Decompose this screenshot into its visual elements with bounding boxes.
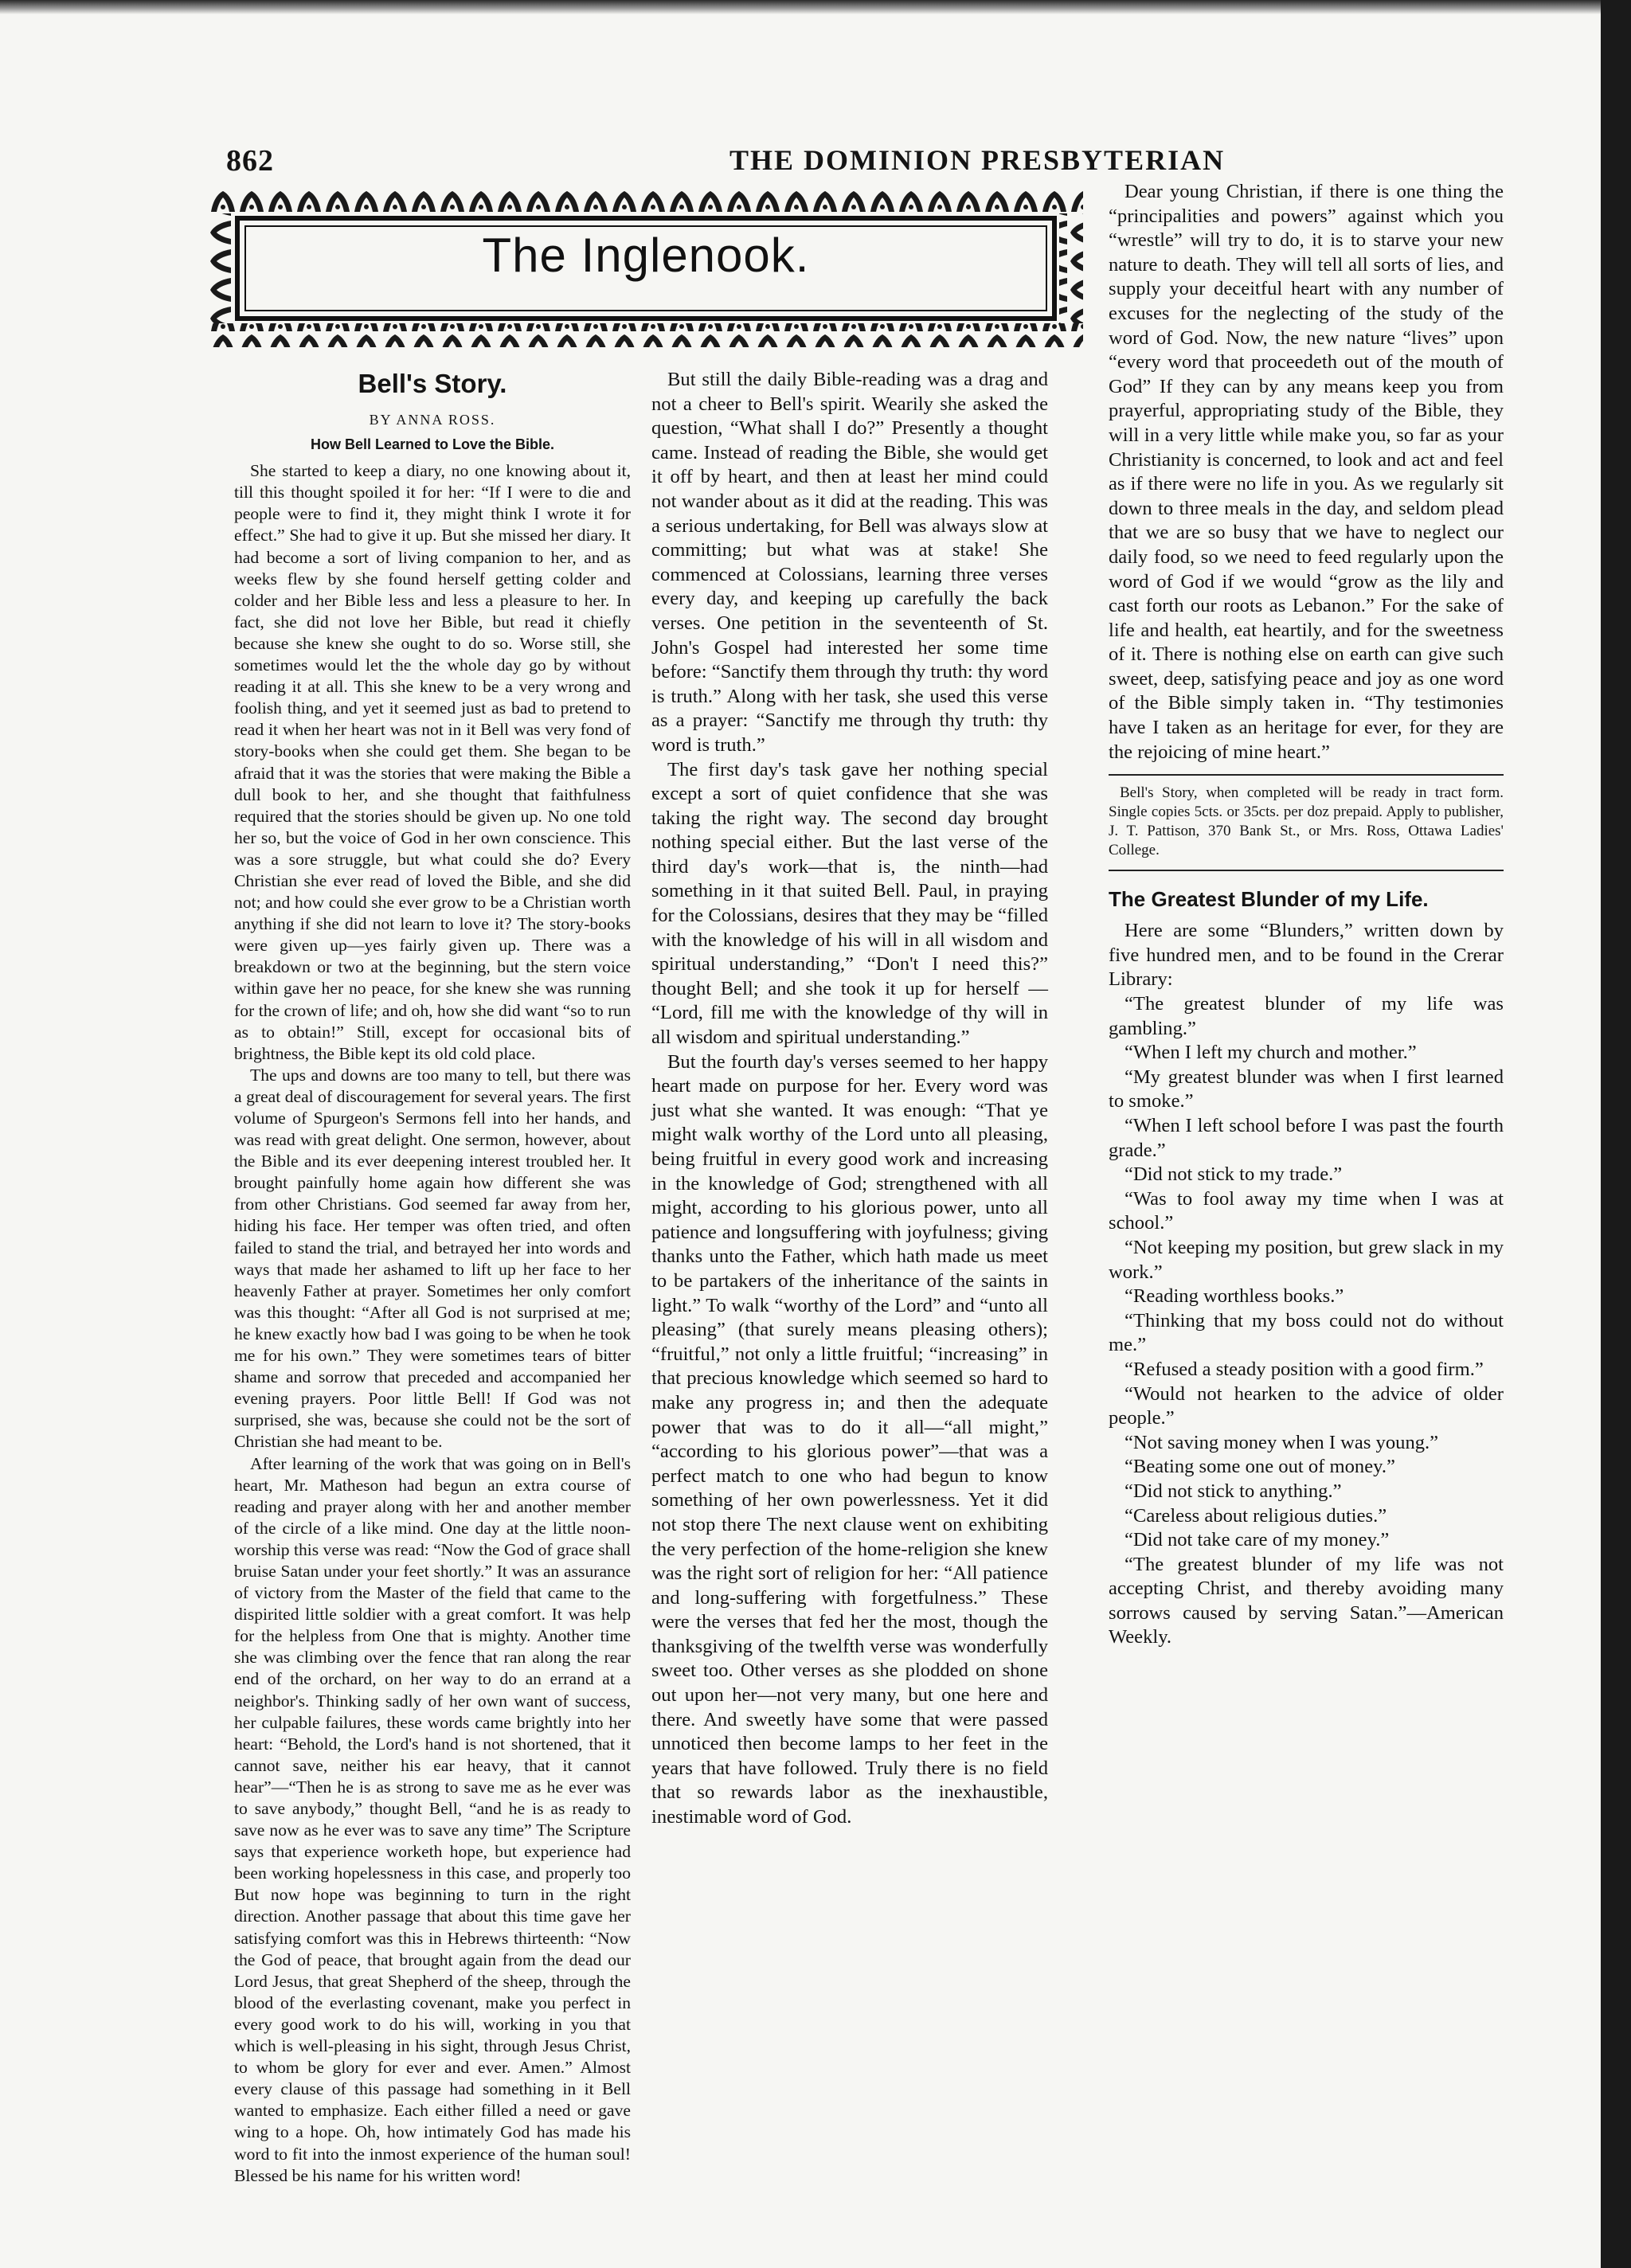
list-item: “Not saving money when I was young.” bbox=[1124, 1431, 1439, 1453]
list-item: “Did not stick to my trade.” bbox=[1124, 1163, 1343, 1186]
list-item: “The greatest blunder of my life was gambling.” bbox=[1109, 993, 1504, 1039]
section-divider bbox=[1109, 870, 1504, 871]
story-paragraph: Dear young Christian, if there is one thing the “principalities and powers” against which you “wrestle” will try to do, it is to starve your new nature to death. They will tell all sorts of lies, and supply your deceitful heart with any number of excuses for the neglecting of the study of the word of God. Now, the new nature “lives” upon “every word that proceedeth out of the mouth of God” If they can by any means keep you from prayerful, appropriating study of the Bible, they will in a very little while make you, so far as your Christianity is concerned, to look and act and feel as if there were no life in you. As we regularly sit down to three meals in the day, and seldom plead that we are so busy that we have to neglect our daily food, so we need to feed regularly upon the word of God if we would “grow as the lily and cast forth our roots as Lebanon.” For the sake of life and health, eat heartily, and for the sweetness of it. There is nothing else on earth can give such sweet, deep, satisfying peace and joy as one word of the Bible simply taken in. “Thy testimonies have I taken as an heritage for ever, for they are the rejoicing of mine heart.” bbox=[1109, 181, 1504, 763]
article-column-1 bbox=[234, 368, 631, 2187]
story-paragraph: The first day's task gave her nothing special except a sort of quiet confidence that she was taking the right way. The second day brought nothing special either. But the last verse of the third day's work—that is, the ninth—had something in it that suited Bell. Paul, in praying for the Colossians, desires that they may be “filled with the knowledge of his will in all wisdom and spiritual understanding,” “Don't I need this?” thought Bell; and she took it up for herself — “Lord, fill me with the knowledge of thy will in all wisdom and spiritual understanding.” bbox=[651, 758, 1048, 1049]
note-divider bbox=[1109, 774, 1504, 776]
scan-right-edge bbox=[1601, 0, 1631, 2268]
list-item: “The greatest blunder of my life was not accepting Christ, and thereby avoiding many sorrows caused by serving Satan.”—American Weekly. bbox=[1109, 1553, 1504, 1648]
story-paragraph: But the fourth day's verses seemed to her happy heart made on purpose for her. Every word was just what she wanted. It was enough: “That ye might walk worthy of the Lord unto all pleasing, being fruitful in every good work and increasing in the knowledge of God; strengthened with all might, according to his glorious power, unto all patience and longsuffering with joyfulness; giving thanks unto the Father, which hath made us meet to be partakers of the inheritance of the saints in light.” To walk “worthy of the Lord” and “unto all pleasing” (that surely means pleasing others); “fruitful,” not only a little fruitful; “increasing” in that precious knowledge which seemed so hard to make any progress in; and then the adequate power that was to do it all—“all might,” “according to his glorious power”—that was a perfect match to one who had begun to know something of her own powerlessness. Yet it did not stop there The next clause went on exhibiting the very perfection of the home-religion she knew was the right sort of religion for her: “All patience and long-suffering with forgetfulness.” These were the verses that fed her the most, though the thanksgiving of the twelfth verse was wonderfully sweet too. Other verses as she plodded on shone out upon her—not very many, but one here and there. And sweetly have some that were passed unnoticed then become lamps to her feet in the years that have followed. Truly there is no field that so rewards labor as the inexhaustible, inestimable word of God. bbox=[651, 1050, 1048, 1828]
story-paragraph: The ups and downs are too many to tell, but there was a great deal of discouragement for several years. The first volume of Spurgeon's Sermons fell into her hands, and was read with great delight. One sermon, however, about the Bible and its ever deepening interest troubled her. It brought painfully home again how different she was from other Christians. God seemed far away from her, hiding his face. Her temper was often tried, and often failed to stand the trial, and betrayed her into words and ways that made her ashamed to lift up her face to her heavenly Father at prayer. Sometimes her only comfort was this thought: “After all God is not surprised at me; he knew exactly how bad I was going to be when he took me for his own.” They were sometimes tears of bitter shame and sorrow that preceded and accompanied her evening prayers. Poor little Bell! If God was not surprised, she was, because she could not be the sort of Christian she had meant to be. bbox=[234, 1065, 631, 1452]
article-column-3 bbox=[1109, 180, 1504, 1650]
story-title: Bell's Story. bbox=[358, 369, 507, 398]
list-item: “Careless about religious duties.” bbox=[1124, 1504, 1387, 1527]
list-item: “Thinking that my boss could not do without me.” bbox=[1109, 1309, 1504, 1356]
section-banner bbox=[209, 190, 1083, 347]
list-item: “Did not stick to anything.” bbox=[1124, 1480, 1342, 1502]
list-item: “Refused a steady position with a good firm.” bbox=[1124, 1358, 1484, 1380]
list-item: “When I left my church and mother.” bbox=[1124, 1042, 1417, 1064]
list-item: “Did not take care of my money.” bbox=[1124, 1529, 1390, 1551]
running-head: THE DOMINION PRESBYTERIAN bbox=[729, 144, 1226, 176]
blunders-intro: Here are some “Blunders,” written down by five hundred men, and to be found in the Crerar Library: bbox=[1109, 920, 1504, 991]
story-paragraph: She started to keep a diary, no one knowing about it, till this thought spoiled it for her: “If I were to die and people were to find it, they might think I wrote it for effect.” She had to give it up. But she missed her diary. It had become a sort of living companion to her, and as weeks flew by she found herself getting colder and colder and her Bible less and less a pleasure to her. In fact, she did not love her Bible, but read it chiefly because she knew she ought to do so. Worse still, she sometimes would let the the whole day go by without reading it at all. This she knew to be a very wrong and foolish thing, and yet it seemed just as bad to pretend to read it when her heart was not in it Bell was very fond of story-books when she could get them. She began to be afraid that it was the stories that were making the Bible a dull book to her, and she thought that faithfulness required that the stories should be given up. No one told her so, but the voice of God in her own conscience. This was a sore struggle, but what could she do? Every Christian she ever read of loved the Bible, and she did not; and how could she ever grow to be a Christian worth anything if she did not learn to love it? The story-books were given up—yes fairly given up. There was a breakdown or two at the beginning, but the stern voice within gave her no peace, for she knew she was running for the crown of life; and oh, how she did want “so to run as to obtain!” Still, except for occasional bits of brightness, the Bible kept its old cold place. bbox=[234, 461, 631, 1063]
blunders-list bbox=[1109, 919, 1504, 1650]
article-column-2 bbox=[651, 368, 1048, 1830]
list-item: “My greatest blunder was when I first learned to smoke.” bbox=[1109, 1066, 1504, 1112]
list-item: “Would not hearken to the advice of older people.” bbox=[1109, 1382, 1504, 1429]
list-item: “Was to fool away my time when I was at school.” bbox=[1109, 1187, 1504, 1234]
banner-title: The Inglenook. bbox=[482, 229, 810, 282]
list-item: “Beating some one out of money.” bbox=[1124, 1456, 1395, 1478]
scan-top-edge bbox=[0, 0, 1631, 14]
list-item: “Reading worthless books.” bbox=[1124, 1285, 1344, 1308]
story-subtitle: How Bell Learned to Love the Bible. bbox=[310, 436, 555, 453]
story-byline: BY ANNA ROSS. bbox=[369, 412, 496, 428]
story-paragraph: After learning of the work that was going on in Bell's heart, Mr. Matheson had begun an extra course of reading and prayer along with her and another member of the circle of a like mind. One day at the little noon-worship this verse was read: “Now the God of grace shall bruise Satan under your feet shortly.” It was an assurance of victory from the Master of the field that came to the dispirited little soldier with a great comfort. It was help for the helpless from One that is mighty. Another time she was climbing over the fence that ran along the rear end of the orchard, on her way to do an errand at a neighbor's. Thinking sadly of her own want of success, her culpable failures, these words came brightly into her heart: “Behold, the Lord's hand is not shortened, that it cannot save, neither his ear heavy, that it cannot hear”—“Then he is as strong to save me as he ever was to save anybody,” thought Bell, “and he is as ready to save now as he ever was to save any time” The Scripture says that experience worketh hope, but experience had been working hopelessness in this case, and properly too But now hope was beginning to turn in the right direction. Another passage that about this time gave her satisfying comfort was this in Hebrews thirteenth: “Now the God of peace, that brought again from the dead our Lord Jesus, that great Shepherd of the sheep, through the blood of the everlasting covenant, make you perfect in every good work to do his will, working in you that which is well-pleasing in his sight, through Jesus Christ, to whom be glory for ever and ever. Amen.” Almost every clause of this passage had something in it Bell wanted to emphasize. Each either filled a need or gave wing to a hope. Oh, how intimately God has made his word to fit into the inmost experience of the human soul! Blessed be his name for his written word! bbox=[234, 1453, 631, 2185]
publication-note: Bell's Story, when completed will be ready in tract form. Single copies 5cts. or 35cts. per doz prepaid. Apply to publisher, J. T. Pattison, 370 Bank St., or Mrs. Ross, Ottawa Ladies' College. bbox=[1109, 784, 1504, 859]
list-item: “When I left school before I was past the fourth grade.” bbox=[1109, 1115, 1504, 1161]
page-number: 862 bbox=[226, 144, 274, 178]
story-paragraph: But still the daily Bible-reading was a drag and not a cheer to Bell's spirit. Wearily she asked the question, “What shall I do?” Presently a thought came. Instead of reading the Bible, she would get it off by heart, and then at least her mind could not wander about as it did at the reading. This was a serious undertaking, for Bell was always slow at committing; but what was at stake! She commenced at Colossians, learning three verses every day, and keeping up carefully the back verses. One petition in the seventeenth of St. John's Gospel had interested her some time before: “Sanctify them through thy truth: thy word is truth.” Along with her task, she used this verse as a prayer: “Sanctify me through thy truth: thy word is truth.” bbox=[651, 369, 1048, 756]
list-item: “Not keeping my position, but grew slack in my work.” bbox=[1109, 1236, 1504, 1283]
blunders-title: The Greatest Blunder of my Life. bbox=[1109, 887, 1429, 912]
